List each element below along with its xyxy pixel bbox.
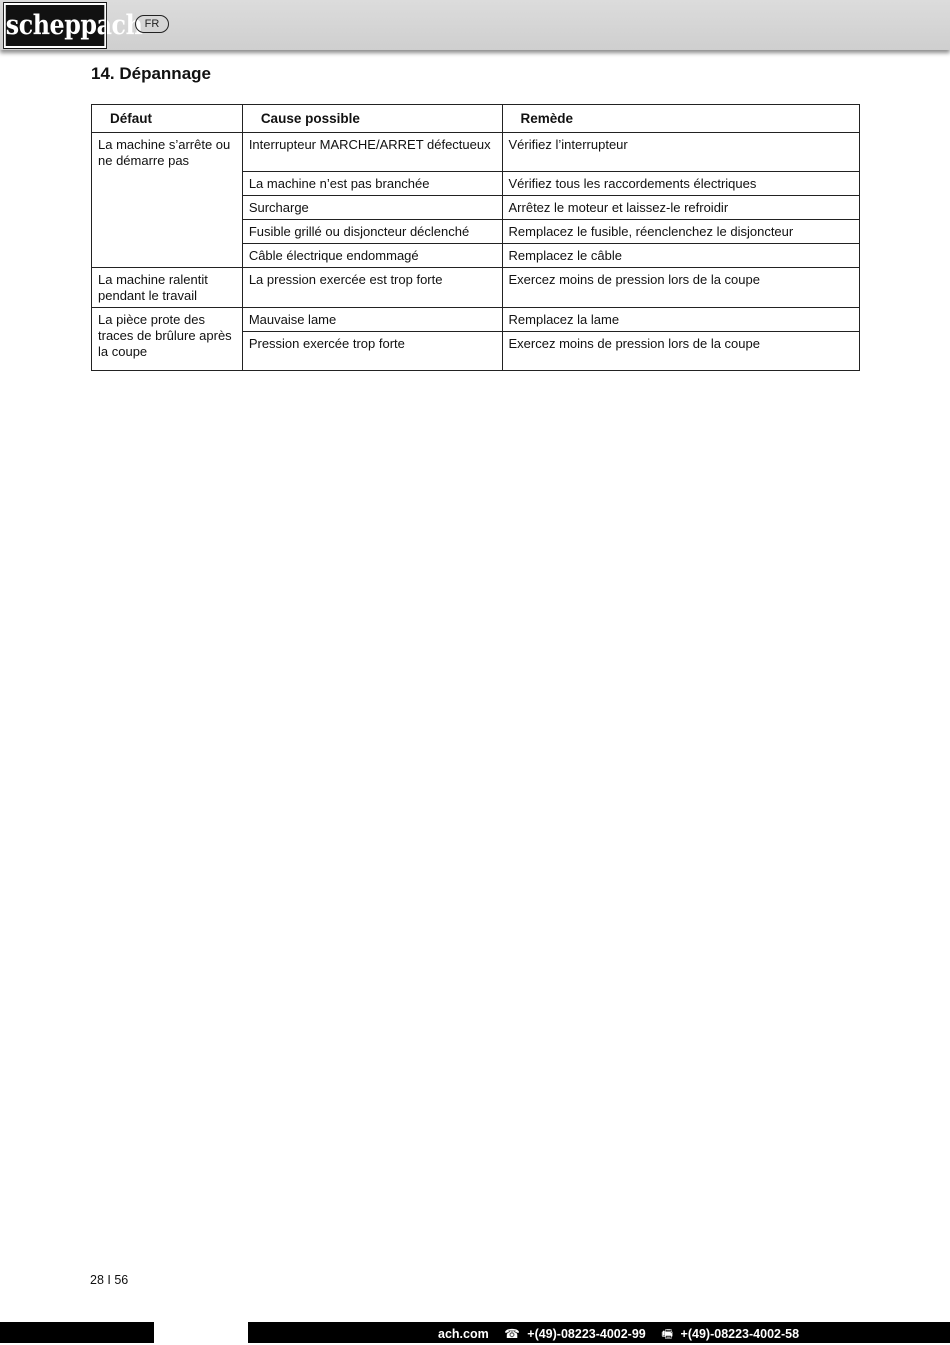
footer-phone: +(49)-08223-4002-99 — [527, 1327, 646, 1341]
remedy-cell: Vérifiez l’interrupteur — [502, 133, 859, 172]
cause-cell: Fusible grillé ou disjoncteur déclenché — [242, 220, 502, 244]
remedy-cell: Arrêtez le moteur et laissez-le refroidir — [502, 196, 859, 220]
footer-gap — [154, 1322, 248, 1343]
table-row — [92, 308, 860, 332]
fax-icon: 🖷 — [661, 1327, 674, 1341]
footer-fax: +(49)-08223-4002-58 — [680, 1327, 800, 1341]
phone-icon: ☎ — [504, 1327, 520, 1341]
footer-contact — [438, 1325, 803, 1345]
cause-cell: Pression exercée trop forte — [242, 332, 502, 371]
table-header-row — [92, 105, 860, 133]
remedy-cell: Remplacez la lame — [502, 308, 859, 332]
cause-cell: Câble électrique endommagé — [242, 244, 502, 268]
defect-cell: La machine s’arrête ou ne démarre pas — [92, 133, 243, 268]
brand-logo: scheppach — [4, 3, 106, 48]
header-remedy: Remède — [502, 105, 859, 133]
remedy-cell: Remplacez le câble — [502, 244, 859, 268]
section-title: 14. Dépannage — [91, 64, 211, 83]
table-row — [92, 268, 860, 308]
cause-cell: Mauvaise lame — [242, 308, 502, 332]
header-defect: Défaut — [92, 105, 243, 133]
troubleshooting-table — [91, 104, 860, 371]
remedy-cell: Vérifiez tous les raccordements électriques — [502, 172, 859, 196]
defect-cell: La pièce prote des traces de brûlure après la coupe — [92, 308, 243, 371]
language-badge: FR — [135, 15, 169, 33]
cause-cell: La pression exercée est trop forte — [242, 268, 502, 308]
header-band — [0, 0, 950, 50]
cause-cell: La machine n’est pas branchée — [242, 172, 502, 196]
remedy-cell: Exercez moins de pression lors de la coupe — [502, 332, 859, 371]
cause-cell: Surcharge — [242, 196, 502, 220]
cause-cell: Interrupteur MARCHE/ARRET défectueux — [242, 133, 502, 172]
remedy-cell: Remplacez le fusible, réenclenchez le disjoncteur — [502, 220, 859, 244]
header-cause: Cause possible — [242, 105, 502, 133]
defect-cell: La machine ralentit pendant le travail — [92, 268, 243, 308]
table-row — [92, 133, 860, 172]
footer-web: ach.com — [438, 1327, 489, 1341]
remedy-cell: Exercez moins de pression lors de la coupe — [502, 268, 859, 308]
page-number: 28 I 56 — [90, 1273, 129, 1287]
